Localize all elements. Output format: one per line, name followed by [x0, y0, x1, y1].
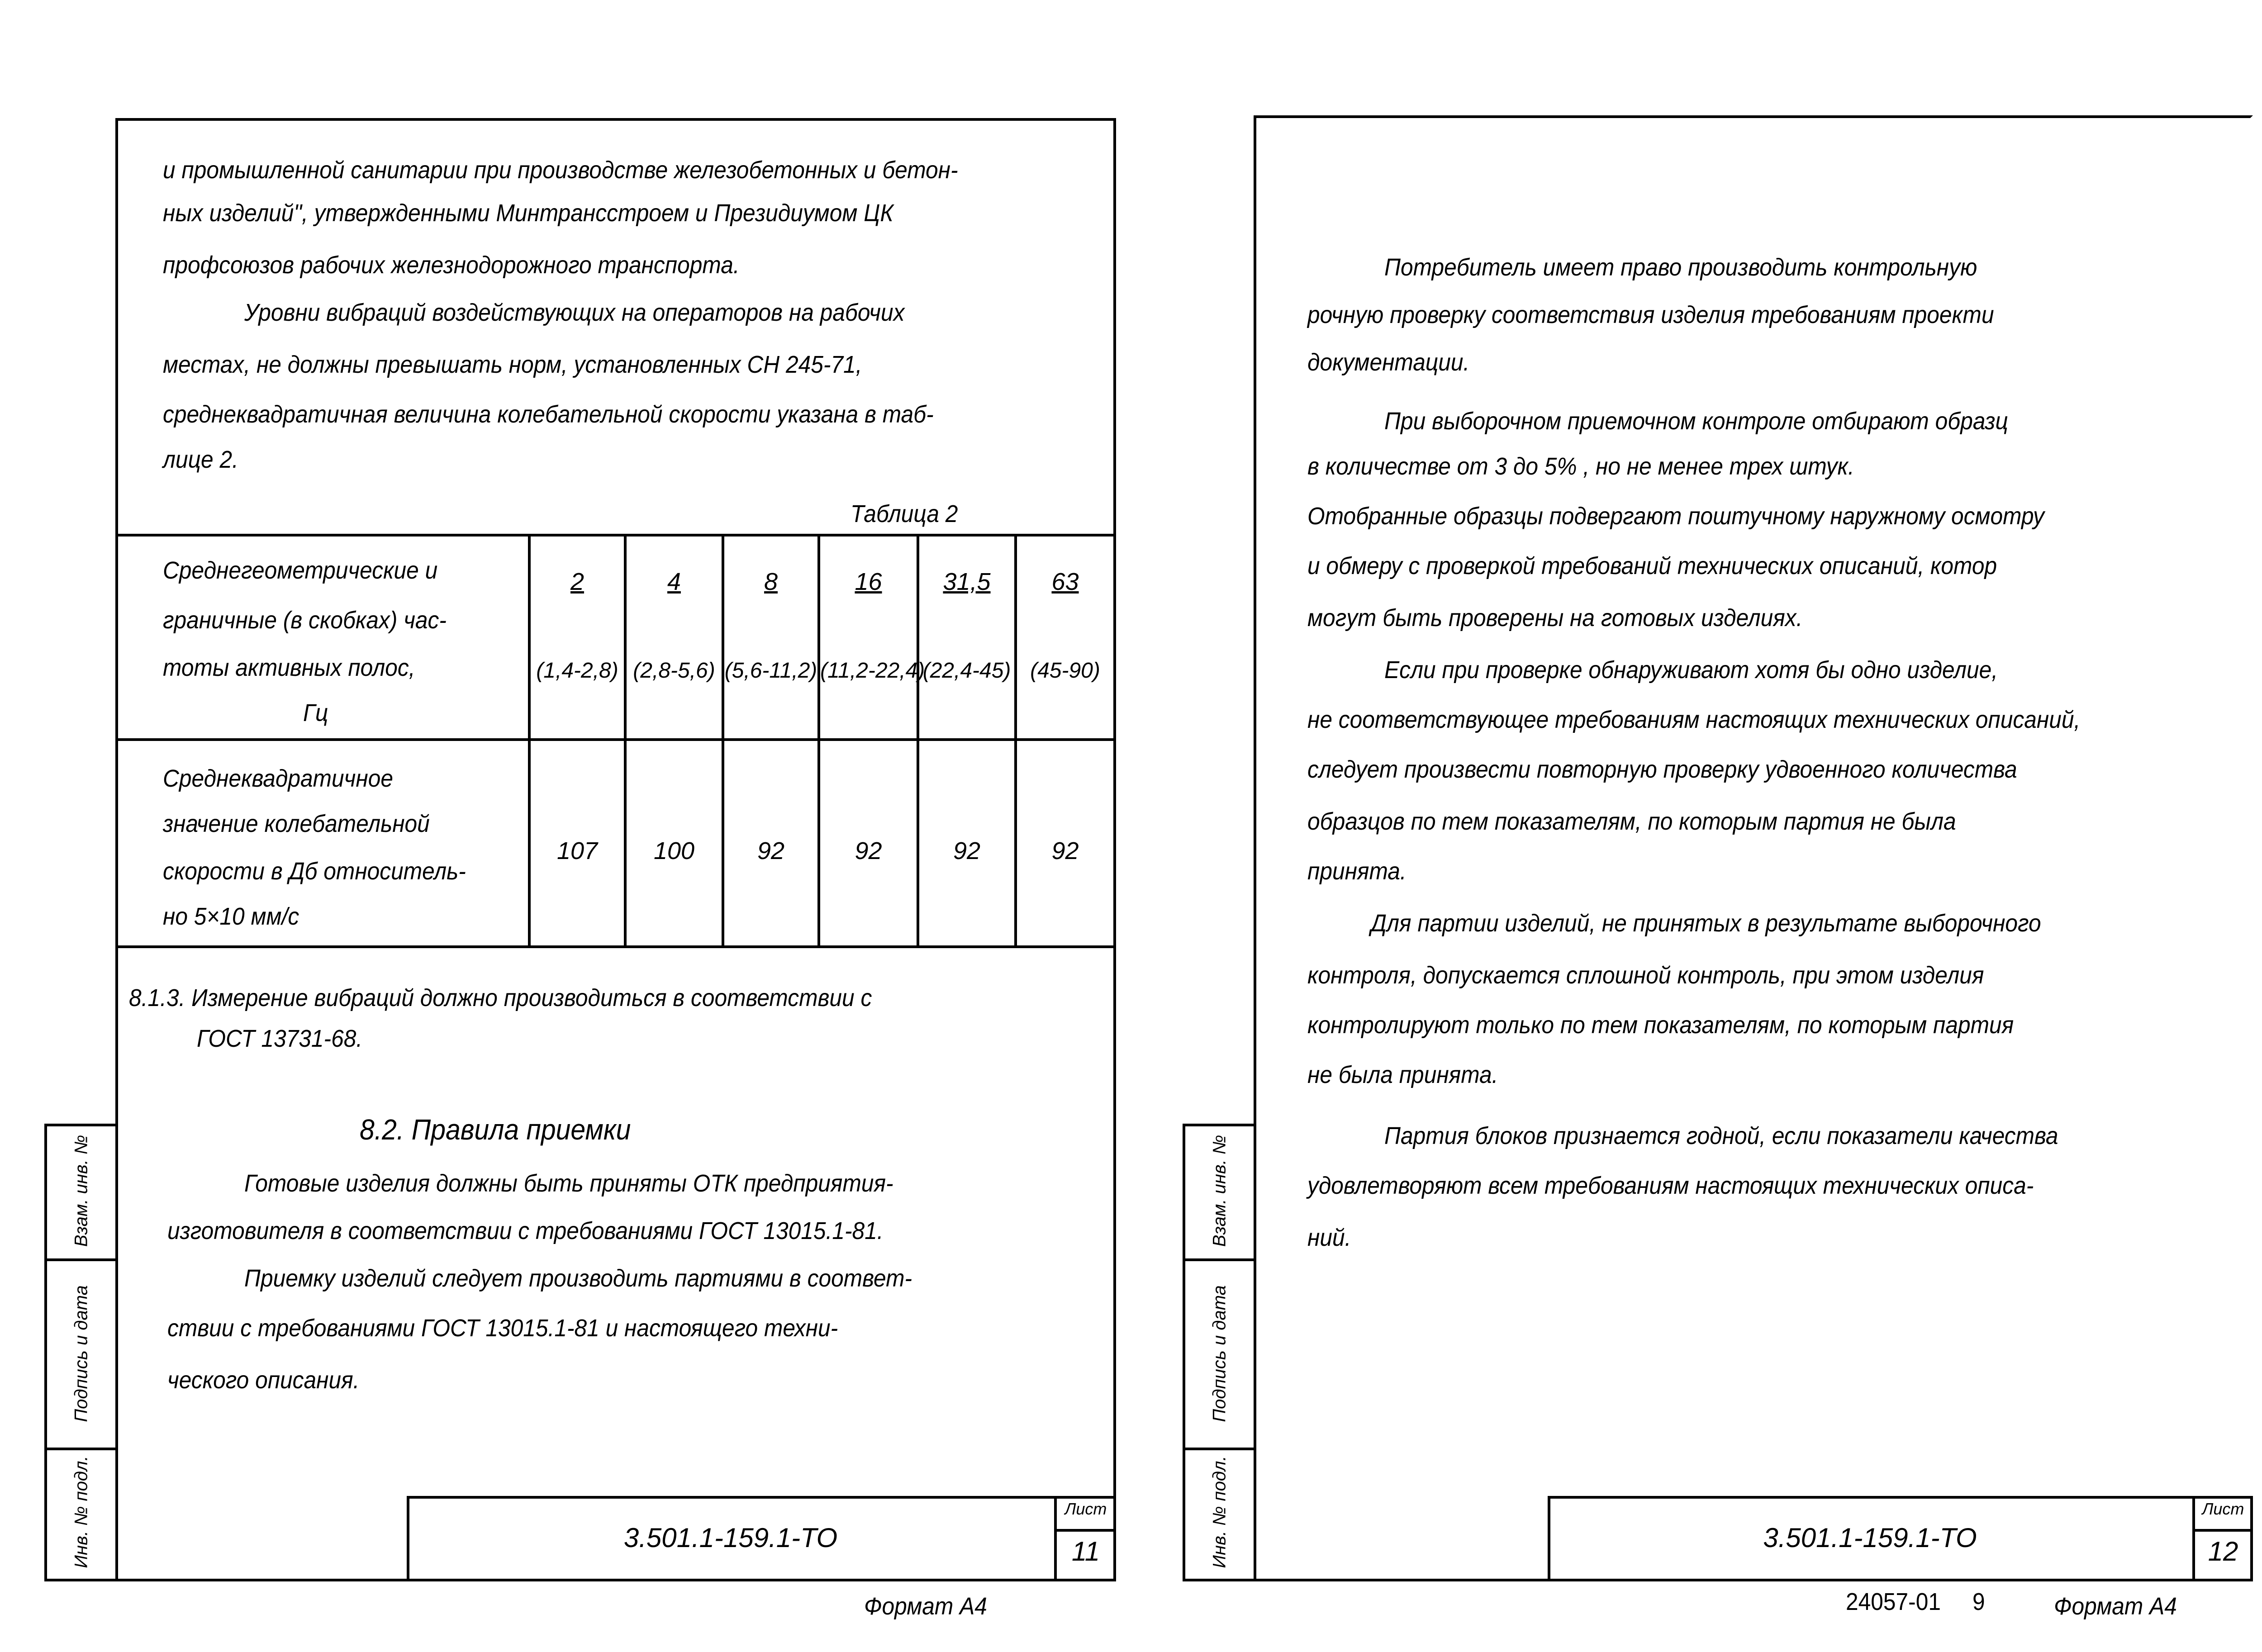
text-line: могут быть проверены на готовых изделиях.	[1307, 604, 1803, 631]
frequency-value: 31,5	[943, 568, 991, 595]
frequency-value: 16	[855, 568, 882, 595]
text-line: среднеквадратичная величина колебательной скорости указана в таб-	[163, 401, 934, 428]
text-line: Партия блоков признается годной, если показатели качества	[1384, 1122, 2058, 1149]
table-header-text: Среднегеометрические и	[163, 557, 438, 584]
text-line: удовлетворяют всем требованиям настоящих технических описа-	[1307, 1172, 2034, 1199]
frequency-range: (5,6-11,2)	[724, 659, 817, 683]
margin-label-inv: Инв. № подл.	[1209, 1456, 1230, 1568]
margin-label-sign: Подпись и дата	[1209, 1285, 1230, 1422]
table-bottom-line	[115, 945, 1116, 948]
text-line: Готовые изделия должны быть приняты ОТК предприятия-	[244, 1170, 893, 1197]
table-caption: Таблица 2	[851, 500, 958, 527]
sheet-label: Лист	[1064, 1500, 1107, 1518]
frequency-range: (11,2-22,4)	[820, 659, 925, 683]
text-line: ний.	[1307, 1224, 1351, 1251]
text-line: профсоюзов рабочих железнодорожного транспорта.	[163, 252, 740, 279]
copy-number: 9	[1972, 1588, 1985, 1615]
table-row-line	[115, 738, 1116, 741]
margin-label-sign: Подпись и дата	[71, 1285, 91, 1422]
margin-label-inv: Инв. № подл.	[71, 1456, 91, 1568]
format-label: Формат А4	[864, 1593, 987, 1620]
frequency-range: (2,8-5,6)	[633, 659, 715, 683]
table-header-text: значение колебательной	[163, 810, 430, 837]
table-header-text: скорости в Дб относитель-	[163, 858, 466, 885]
table-top-line	[115, 534, 1116, 536]
text-line: принята.	[1307, 858, 1407, 885]
table-header-text: тоты активных полос,	[163, 654, 415, 681]
frequency-value: 4	[667, 568, 681, 595]
frequency-range: (45-90)	[1030, 659, 1100, 683]
text-line: и обмеру с проверкой требований технических описаний, котор	[1307, 552, 1997, 579]
text-line: местах, не должны превышать норм, установленных СН 245-71,	[163, 351, 862, 378]
text-line: Уровни вибраций воздействующих на операторов на рабочих	[244, 299, 905, 326]
text-line: образцов по тем показателям, по которым партия не была	[1307, 808, 1956, 835]
frequency-value: 8	[764, 568, 778, 595]
margin-label-replace: Взам. инв. №	[71, 1135, 91, 1247]
text-line: ных изделий", утвержденными Минтрансстроем и Президиумом ЦК	[163, 199, 893, 227]
sheet-number: 11	[1071, 1536, 1100, 1567]
table-header-text: граничные (в скобках) час-	[163, 607, 447, 634]
text-line: Если при проверке обнаруживают хотя бы одно изделие,	[1384, 656, 1998, 684]
frequency-range: (22,4-45)	[922, 659, 1011, 683]
frequency-value: 2	[570, 568, 585, 595]
table-header-text: Среднеквадратичное	[163, 765, 393, 792]
format-label: Формат А4	[2054, 1593, 2177, 1620]
text-line: Потребитель имеет право производить контрольную	[1384, 254, 1977, 281]
text-line: не была принята.	[1307, 1061, 1498, 1088]
text-line: ческого описания.	[167, 1367, 360, 1394]
frequency-value: 63	[1051, 568, 1079, 595]
text-line: Отобранные образцы подвергают поштучному наружному осмотру	[1307, 503, 2044, 530]
vibration-value: 92	[1051, 837, 1079, 864]
vibration-value: 100	[653, 837, 695, 864]
sheet-number: 12	[2208, 1536, 2238, 1567]
text-line: Для партии изделий, не принятых в результате выборочного	[1371, 910, 2041, 937]
sheet-box-line	[1054, 1529, 1116, 1532]
sheet-box-line	[2192, 1529, 2253, 1532]
right-page-frame	[1254, 115, 2253, 1581]
sheet-label: Лист	[2202, 1500, 2244, 1518]
text-line: Приемку изделий следует производить партиями в соответ-	[244, 1265, 912, 1292]
text-line: 8.1.3. Измерение вибраций должно производиться в соответствии с	[129, 984, 872, 1011]
stamp-number: 24057-01	[1846, 1588, 1941, 1615]
text-line: не соответствующее требованиям настоящих технических описаний,	[1307, 706, 2081, 733]
text-line: ствии с требованиями ГОСТ 13015.1-81 и настоящего техни-	[167, 1315, 838, 1342]
doc-code: 3.501.1-159.1-ТО	[1763, 1523, 1977, 1553]
table-header-text: но 5×10 мм/с	[163, 903, 299, 930]
text-line: При выборочном приемочном контроле отбирают образц	[1384, 408, 2008, 435]
text-line: рочную проверку соответствия изделия требованиям проекти	[1307, 301, 1994, 328]
text-line: документации.	[1307, 349, 1470, 376]
text-line: и промышленной санитарии при производстве железобетонных и бетон-	[163, 157, 958, 184]
text-line: ГОСТ 13731-68.	[197, 1025, 363, 1052]
text-line: лице 2.	[163, 446, 238, 473]
vibration-value: 92	[953, 837, 981, 864]
text-line: контроля, допускается сплошной контроль, при этом изделия	[1307, 962, 1984, 989]
vibration-value: 92	[855, 837, 882, 864]
vibration-value: 92	[757, 837, 785, 864]
text-line: контролируют только по тем показателям, по которым партия	[1307, 1011, 2014, 1039]
text-line: следует произвести повторную проверку удвоенного количества	[1307, 756, 2017, 783]
doc-code: 3.501.1-159.1-ТО	[623, 1523, 838, 1553]
section-heading: 8.2. Правила приемки	[360, 1113, 631, 1146]
text-line: в количестве от 3 до 5% , но не менее трех штук.	[1307, 453, 1854, 480]
text-line: изготовителя в соответствии с требованиями ГОСТ 13015.1-81.	[167, 1217, 884, 1244]
table-header-text: Гц	[303, 699, 328, 726]
vibration-value: 107	[556, 837, 598, 864]
margin-label-replace: Взам. инв. №	[1209, 1135, 1230, 1247]
frequency-range: (1,4-2,8)	[536, 659, 618, 683]
